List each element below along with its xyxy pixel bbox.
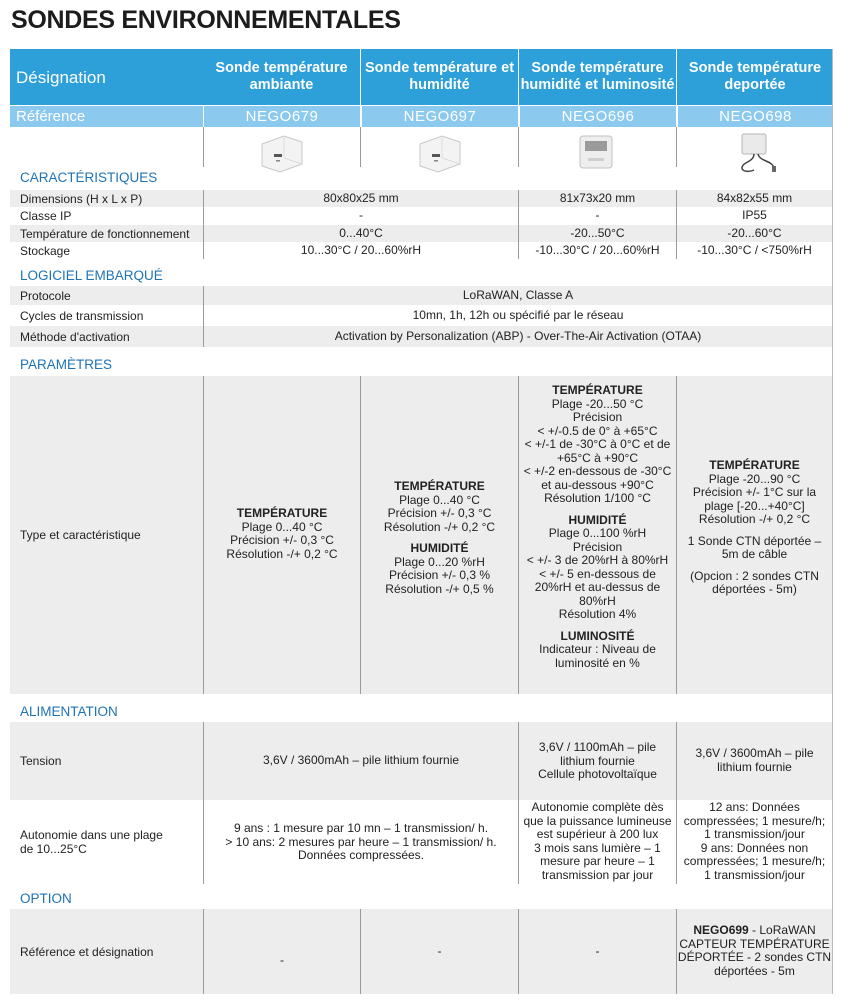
value-classe-ip-3: -: [595, 208, 600, 223]
reference-label: Référence: [10, 106, 203, 127]
value-line: 3,6V / 1100mAh – pile: [538, 740, 657, 754]
section-parametres: PARAMÈTRES: [20, 357, 113, 372]
param-line: déportées - 5m): [712, 582, 797, 596]
value-stockage-3: -10...30°C / 20...60%rH: [535, 242, 660, 257]
value-line: est supérieur à 200 lux: [536, 827, 659, 841]
param-line: 80%rH: [579, 593, 616, 608]
param-line: Plage -20...90 °C: [708, 471, 801, 486]
sensor-image-luminosite: [578, 134, 614, 175]
param-line: 5m de câble: [721, 547, 788, 561]
param-line: luminosité en %: [555, 655, 640, 670]
param-line: < +/- 5 en-dessous de: [539, 566, 656, 581]
value-line: Données compressées.: [297, 848, 425, 862]
section-logiciel: LOGICIEL EMBARQUÉ: [20, 268, 163, 283]
param-line: +65°C à +90°C: [557, 450, 638, 465]
param-line: < +/-1 de -30°C à 0°C et de: [524, 437, 671, 451]
label-option: Référence et désignation: [20, 944, 154, 959]
param-line: Plage 0...20 %rH: [394, 554, 485, 569]
sensor-image-deportee: [734, 132, 778, 179]
label-temp-fonctionnement: Température de fonctionnement: [20, 226, 190, 241]
value-tension-4: [677, 747, 832, 774]
label-classe-ip: Classe IP: [20, 209, 72, 223]
option-text: - LoRaWAN: [748, 923, 816, 937]
divider: [832, 49, 833, 994]
value-tension-12: 3,6V / 3600mAh – pile lithium fournie: [262, 753, 460, 768]
column-header-2: Sonde température et humidité: [361, 49, 518, 105]
value-option-1: -: [280, 952, 284, 967]
param-line: < +/- 3 de 20%rH à 80%rH: [526, 553, 669, 567]
value-stockage-4: -10...30°C / <750%rH: [697, 242, 812, 257]
divider: [676, 127, 677, 167]
value-line: 1 transmission/jour: [704, 867, 805, 882]
label-protocole: Protocole: [20, 288, 71, 303]
param-line: (Opcion : 2 sondes CTN: [690, 568, 819, 583]
param-line: Plage 0...100 %rH: [548, 526, 647, 540]
column-header-3: Sonde température humidité et luminosité: [519, 49, 676, 105]
value-autonomie-3: [519, 801, 676, 882]
param-line: et au-dessous +90°C: [541, 477, 654, 492]
reference-1: NEGO679: [204, 106, 360, 127]
param-col2-title-hum: HUMIDITÉ: [410, 541, 469, 555]
column-header-1: Sonde température ambiante: [203, 49, 360, 105]
label-line: de 10...25°C: [20, 842, 87, 856]
param-line: plage [-20...+40°C]: [704, 498, 805, 513]
label-line: Autonomie dans une plage: [20, 828, 163, 842]
label-activation: Méthode d'activation: [20, 329, 130, 344]
param-col4-title: TEMPÉRATURE: [709, 458, 800, 472]
value-line: mesure par heure – 1: [540, 854, 655, 868]
section-option: OPTION: [20, 891, 72, 906]
value-tension-3: [519, 741, 676, 782]
param-line: Précision +/- 0,3 %: [388, 568, 491, 582]
section-caracteristiques: CARACTÉRISTIQUES: [20, 170, 158, 185]
value-line: compressées; 1 mesure/h;: [683, 813, 826, 828]
label-stockage: Stockage: [20, 243, 71, 258]
label-autonomie: [20, 828, 163, 856]
param-col4: [677, 459, 832, 597]
param-line: Résolution -/+ 0,2 °C: [383, 519, 496, 534]
value-activation: Activation by Personalization (ABP) - Over-The-Air Activation (OTAA): [334, 328, 702, 343]
section-alimentation: ALIMENTATION: [20, 704, 118, 719]
param-line: Plage -20...50 °C: [551, 396, 644, 411]
value-line: > 10 ans: 2 mesures par heure – 1 transmission/ h.: [225, 834, 497, 849]
value-dimensions-3: 81x73x20 mm: [559, 190, 636, 205]
value-autonomie-4: [677, 801, 832, 882]
reference-4: NEGO698: [678, 106, 833, 127]
divider: [518, 127, 519, 167]
designation-header: Désignation: [10, 49, 203, 105]
param-line: Précision +/- 1°C sur la: [692, 485, 817, 499]
value-line: DÉPORTÉE - 2 sondes CTN: [677, 950, 832, 964]
param-col2: [361, 480, 518, 596]
value-autonomie-12: [204, 822, 518, 863]
value-line: lithium fournie: [717, 759, 792, 774]
param-line: Précision +/- 0,3 °C: [387, 506, 492, 520]
value-line: 9 ans: Données non: [700, 840, 809, 855]
param-col2-title-temp: TEMPÉRATURE: [394, 479, 485, 493]
param-line: Précision: [572, 539, 623, 554]
value-stockage-12: 10...30°C / 20...60%rH: [300, 242, 422, 257]
param-line: 1 Sonde CTN déportée –: [687, 533, 822, 548]
value-temp-fonct-12: 0...40°C: [339, 225, 383, 240]
reference-3: NEGO696: [520, 106, 676, 127]
value-line: 3,6V / 3600mAh – pile: [695, 746, 814, 760]
value-cycles: 10mn, 1h, 12h ou spécifié par le réseau: [412, 307, 624, 322]
param-line: Résolution -/+ 0,2 °C: [226, 546, 338, 561]
value-line: que la puissance lumineuse: [523, 813, 672, 828]
page-title: SONDES ENVIRONNEMENTALES: [11, 6, 401, 34]
param-col3: [519, 384, 676, 670]
value-line: déportées - 5m: [714, 963, 795, 978]
value-option-4: [677, 924, 832, 978]
param-line: Plage 0...40 °C: [241, 519, 323, 534]
param-line: Plage 0...40 °C: [399, 492, 480, 507]
value-line: compressées; 1 mesure/h;: [683, 854, 826, 868]
label-type-caracteristique: Type et caractéristique: [20, 528, 141, 542]
value-classe-ip-12: -: [359, 208, 363, 223]
value-line: Cellule photovoltaïque: [538, 767, 657, 781]
divider: [360, 127, 361, 167]
param-col1-title: TEMPÉRATURE: [236, 506, 328, 520]
param-line: Résolution -/+ 0,2 °C: [698, 512, 811, 526]
param-line: Précision +/- 0,3 °C: [230, 533, 334, 547]
param-line: < +/-0.5 de 0° à +65°C: [537, 423, 658, 438]
value-line: 1 transmission/jour: [704, 827, 805, 841]
value-line: CAPTEUR TEMPÉRATURE: [679, 936, 830, 951]
param-line: < +/-2 en-dessous de -30°C: [523, 464, 672, 478]
value-line: lithium fournie: [560, 753, 635, 768]
divider: [203, 127, 204, 167]
param-col3-title-lum: LUMINOSITÉ: [560, 628, 635, 643]
sensor-image-ambiante: [258, 134, 306, 179]
column-header-4: Sonde température deportée: [677, 49, 833, 105]
param-line: Résolution 4%: [558, 607, 637, 621]
value-line: transmission par jour: [541, 867, 654, 882]
value-option-2: -: [437, 943, 442, 958]
value-line: 3 mois sans lumière – 1: [534, 840, 661, 855]
option-reference: NEGO699: [693, 923, 749, 937]
value-line: 9 ans : 1 mesure par 10 mn – 1 transmission/ h.: [233, 821, 489, 835]
param-line: Résolution -/+ 0,5 %: [385, 581, 494, 596]
value-protocole: LoRaWAN, Classe A: [462, 287, 574, 302]
label-tension: Tension: [20, 754, 62, 768]
value-temp-fonct-3: -20...50°C: [570, 225, 625, 240]
reference-2: NEGO697: [362, 106, 518, 127]
param-line: Indicateur : Niveau de: [539, 642, 656, 656]
sensor-image-humidite: [416, 134, 464, 179]
value-classe-ip-4: IP55: [742, 208, 767, 223]
value-option-3: -: [595, 943, 600, 958]
value-dimensions-12: 80x80x25 mm: [323, 190, 399, 205]
param-line: Résolution 1/100 °C: [544, 491, 651, 505]
value-dimensions-4: 84x82x55 mm: [716, 190, 793, 205]
param-col1: [204, 507, 360, 561]
param-col3-title-temp: TEMPÉRATURE: [552, 383, 643, 397]
label-cycles: Cycles de transmission: [20, 308, 144, 323]
label-dimensions: Dimensions (H x L x P): [20, 191, 143, 206]
value-temp-fonct-4: -20...60°C: [727, 225, 782, 240]
param-line: 20%rH et au-dessus de: [534, 580, 661, 594]
value-line: 12 ans: Données: [709, 800, 800, 814]
param-col3-title-hum: HUMIDITÉ: [568, 512, 627, 527]
value-line: Autonomie complète dès: [531, 800, 664, 814]
param-line: Précision: [572, 410, 623, 424]
